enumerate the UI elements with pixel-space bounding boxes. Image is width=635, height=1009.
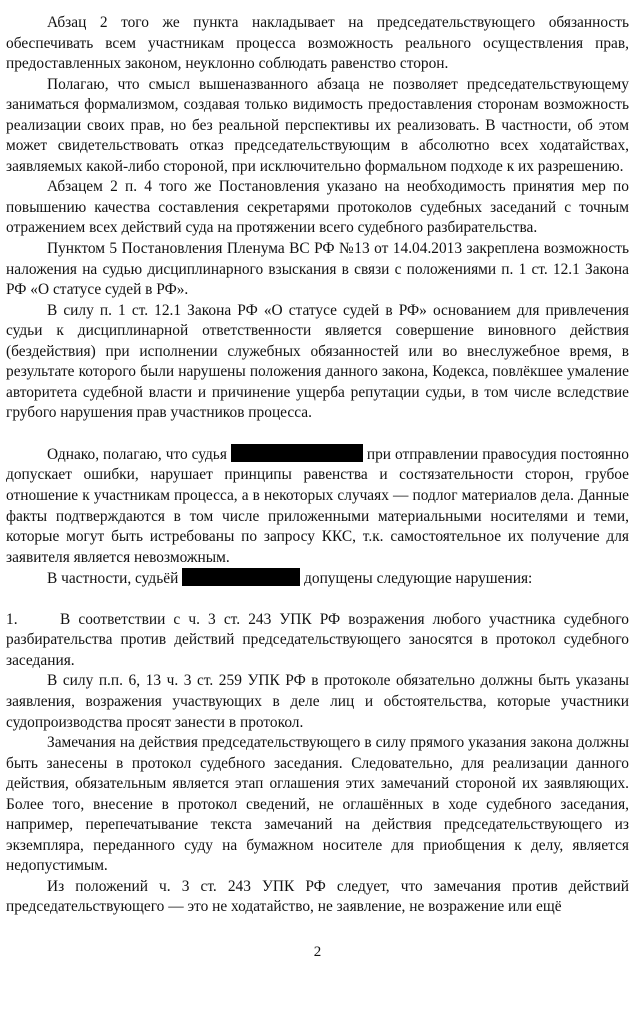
paragraph: Полагаю, что смысл вышеназванного абзаца не позволяет председательствующему заниматься формализмом, создавая только видимость предоставления сторонам возможность реализации своих прав, но без реальной перспективы их реализовать. В частности, об этом может свидетельствовать отказ председательствующим в абсолютно всех ходатайствах, заявляемых какой-либо стороной, при исключительно формальном подходе к их разрешению.	[6, 75, 629, 175]
paragraph: Замечания на действия председательствующего в силу прямого указания закона должны быть занесены в протокол судебного заседания. Следовательно, для реализации данного действия, обязательным является этап оглашения этих замечаний стороной их заявляющих. Более того, внесение в протокол сведений, не оглашённых в ходе судебного заседания, например, перепечатывание текста замечаний на действия председательствующего из экземпляра, переданного суду на бумажном носителе для приобщения к делу, является недопустимым.	[6, 734, 629, 875]
blank-line	[6, 590, 629, 610]
document-body	[6, 13, 629, 918]
paragraph: Абзацем 2 п. 4 того же Постановления указано на необходимость принятия мер по повышению качества составления секретарями протоколов судебных заседаний с точным отражением всех действий суда на протяжении всего судебного разбирательства.	[6, 178, 629, 237]
item-text: В соответствии с ч. 3 ст. 243 УПК РФ возражения любого участника судебного разбирательства против действий председательствующего заносятся в протокол судебного заседания.	[6, 610, 629, 669]
paragraph-text-start: Однако, полагаю, что судья	[47, 445, 227, 463]
item-number: 1.	[6, 610, 18, 628]
paragraph: В силу п. 1 ст. 12.1 Закона РФ «О статусе судей в РФ» основанием для привлечения судьи к дисциплинарной ответственности является совершение виновного действия (бездействия) при исполнении служебных обязанностей или во внеслужебное время, в результате которого были нарушены положения данного закона, Кодекса, повлёкшее умаление авторитета судебной власти и причинение ущерба репутации судьи, в том числе вследствие грубого нарушения прав участников процесса.	[6, 301, 629, 422]
page-number: 2	[313, 944, 322, 960]
redaction-box	[182, 568, 300, 586]
paragraph: В силу п.п. 6, 13 ч. 3 ст. 259 УПК РФ в протоколе обязательно должны быть указаны заявления, возражения участвующих в деле лиц и обстоятельства, которые участники судопроизводства просят занести в протокол.	[6, 672, 629, 731]
paragraph: Абзац 2 того же пункта накладывает на председательствующего обязанность обеспечивать всем участникам процесса возможность реального осуществления прав, предоставленных законом, неуклонно соблюдать равенство сторон.	[6, 14, 629, 73]
redaction-box	[231, 444, 363, 462]
blank-line	[6, 424, 629, 444]
paragraph-redacted-violations	[6, 568, 629, 590]
paragraph-redacted-judge	[6, 444, 629, 568]
paragraph: Из положений ч. 3 ст. 243 УПК РФ следует, что замечания против действий председательствующего — это не ходатайство, не заявление, не возражение или ещё	[6, 877, 629, 916]
paragraph: Пунктом 5 Постановления Пленума ВС РФ №13 от 14.04.2013 закреплена возможность наложения на судью дисциплинарного взыскания в связи с положениями п. 1 ст. 12.1 Закона РФ «О статусе судей в РФ».	[6, 240, 629, 299]
paragraph-text-end: при отправлении правосудия постоянно допускает ошибки, нарушает принципы равенства и состязательности сторон, грубое отношение к участникам процесса, а в некоторых случаях — подлог материалов дела. Данные факты подтверждаются в том числе приложенными материальными носителями и теми, которые могут быть истребованы по запросу ККС, т.к. самостоятельное их получение для заявителя является невозможным.	[6, 445, 629, 566]
numbered-item	[6, 610, 629, 672]
paragraph-text-start: В частности, судьёй	[47, 570, 179, 588]
paragraph-text-end: допущены следующие нарушения:	[304, 570, 533, 588]
